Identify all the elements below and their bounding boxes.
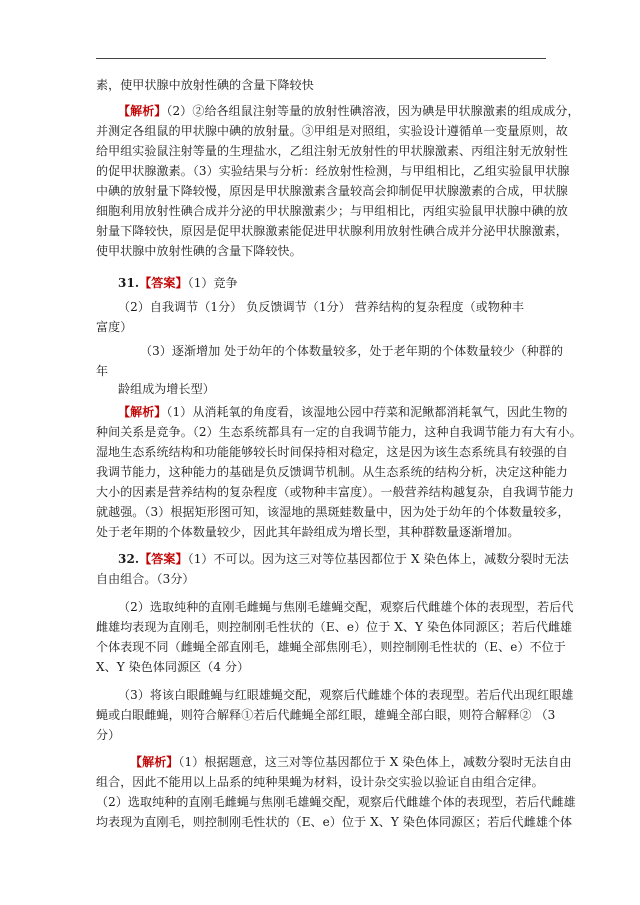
text-line bbox=[96, 707, 555, 723]
section-tag: 【解析】 bbox=[118, 104, 167, 118]
line-text: 年 bbox=[96, 364, 109, 378]
line-text: 中碘的放射量下降较慢，原因是甲状腺激素含量较高会抑制促甲状腺激素的合成，甲状腺 bbox=[96, 184, 568, 198]
line-text: 个体表现不同（雌蝇全部直刚毛，雄蝇全部焦刚毛），则控制刚毛性状的（E、e）不位于 bbox=[96, 640, 566, 654]
text-line bbox=[96, 163, 570, 179]
line-text: 素，使甲状腺中放射性碘的含量下降较快 bbox=[96, 78, 314, 92]
text-line bbox=[118, 381, 215, 397]
line-text: 均表现为直刚毛，则控制刚毛性状的（E、e）位于 X、Y 染色体同源区；若后代雌雄个体 bbox=[96, 815, 573, 829]
line-text: 给甲组实验鼠注射等量的生理盐水，乙组注射无放射性的甲状腺激素、丙组注射无放射性 bbox=[96, 144, 568, 158]
text-line bbox=[96, 814, 572, 830]
question-number: 31. bbox=[118, 276, 140, 290]
line-text: 湿地生态系统结构和功能能够较长时间保持相对稳定，这是因为该生态系统具有较强的自 bbox=[96, 445, 568, 459]
line-text: （2）选取纯种的直刚毛雌蝇与焦刚毛雄蝇交配，观察后代雌雄个体的表现型，若后代 bbox=[118, 600, 574, 614]
text-line bbox=[96, 223, 568, 239]
text-line bbox=[96, 424, 582, 440]
text-line bbox=[96, 123, 568, 139]
line-text: 组合，因此不能用以上品系的纯种果蝇为材料，设计杂交实验以验证自由组合定律。 bbox=[96, 775, 544, 789]
text-line bbox=[140, 343, 563, 359]
section-tag: 【答案】 bbox=[139, 552, 188, 566]
text-line bbox=[96, 319, 132, 335]
line-text: （2）选取纯种的直刚毛雌蝇与焦刚毛雄蝇交配，观察后代雌雄个体的表现型，若后代雌雄 bbox=[96, 795, 576, 809]
line-text: 细胞利用放射性碘合成并分泌的甲状腺激素少；与甲组相比，丙组实验鼠甲状腺中碘的放 bbox=[96, 204, 568, 218]
text-line bbox=[96, 484, 574, 500]
line-text: 种间关系是竞争。（2）生态系统都具有一定的自我调节能力，这种自我调节能力有大有小。 bbox=[96, 425, 582, 439]
line-text: 雌雄均表现为直刚毛，则控制刚毛性状的（E、e）位于 X、Y 染色体同源区；若后代雌雄 bbox=[96, 620, 573, 634]
text-line bbox=[96, 444, 568, 460]
text-line bbox=[118, 687, 573, 703]
line-text: （1）根据题意，这三对等位基因都位于 X 染色体上，减数分裂时无法自由 bbox=[178, 755, 572, 769]
line-text: 并测定各组鼠的甲状腺中碘的放射量。③甲组是对照组，实验设计遵循单一变量原则，故 bbox=[96, 124, 568, 138]
section-tag: 【答案】 bbox=[139, 276, 188, 290]
section-tag: 【解析】 bbox=[118, 405, 167, 419]
text-line bbox=[96, 639, 566, 655]
line-text: 分） bbox=[96, 728, 121, 742]
line-text: （3）将该白眼雌蝇与红眼雄蝇交配，观察后代雌雄个体的表现型。若后代出现红眼雄 bbox=[118, 688, 574, 702]
text-line bbox=[118, 275, 238, 291]
line-text: 就越强。（3）根据矩形图可知，该湿地的黑斑蛙数量中，因为处于幼年的个体数量较多， bbox=[96, 505, 570, 519]
text-line bbox=[96, 774, 544, 790]
line-text: （2）②给各组鼠注射等量的放射性碘溶液，因为碘是甲状腺激素的组成成分， bbox=[166, 104, 580, 118]
section-tag: 【解析】 bbox=[130, 755, 179, 769]
text-line bbox=[118, 103, 580, 119]
line-text: 大小的因素是营养结构的复杂程度（或物种丰富度）。一般营养结构越复杂，自我调节能力 bbox=[96, 485, 575, 499]
line-text: 龄组成为增长型） bbox=[118, 382, 215, 396]
line-text: （1）从消耗氧的角度看，该湿地公园中荇菜和泥鳅都消耗氧气，因此生物的 bbox=[166, 405, 568, 419]
text-line bbox=[130, 754, 572, 770]
text-line bbox=[96, 183, 568, 199]
line-text: 处于老年期的个体数量较少，因此其年龄组成为增长型，其种群数量逐渐增加。 bbox=[96, 525, 520, 539]
text-line bbox=[96, 464, 568, 480]
text-line bbox=[96, 571, 195, 587]
text-line bbox=[118, 551, 569, 567]
line-text: 自由组合。（3分） bbox=[96, 572, 195, 586]
text-line bbox=[96, 619, 572, 635]
question-number: 32. bbox=[118, 552, 140, 566]
line-text: X、Y 染色体同源区（4 分） bbox=[96, 660, 250, 674]
header-rule bbox=[96, 58, 546, 59]
text-line bbox=[96, 727, 120, 743]
text-line bbox=[96, 203, 568, 219]
text-line bbox=[96, 77, 314, 93]
line-text: （1）竞争 bbox=[187, 276, 238, 290]
line-text: 射量下降较快，原因是促甲状腺激素能促进甲状腺利用放射性碘合成并分泌甲状腺激素， bbox=[96, 224, 568, 238]
line-text: （1）不可以。因为这三对等位基因都位于 X 染色体上，减数分裂时无法 bbox=[187, 552, 569, 566]
line-text: 我调节能力，这种能力的基础是负反馈调节机制。从生态系统的结构分析，决定这种能力 bbox=[96, 465, 568, 479]
line-text: 的促甲状腺激素。（3）实验结果与分析：经放射性检测，与甲组相比，乙组实验鼠甲状腺 bbox=[96, 164, 570, 178]
line-text: 蝇或白眼雌蝇，则符合解释①若后代雌蝇全部红眼，雄蝇全部白眼，则符合解释② （3 bbox=[96, 708, 556, 722]
text-line bbox=[96, 243, 302, 259]
line-text: 使甲状腺中放射性碘的含量下降较快。 bbox=[96, 244, 302, 258]
text-line bbox=[96, 524, 520, 540]
text-line bbox=[96, 659, 249, 675]
text-line bbox=[96, 143, 568, 159]
text-line bbox=[118, 299, 524, 315]
text-line bbox=[118, 404, 567, 420]
line-text: 富度） bbox=[96, 320, 133, 334]
line-text: （3）逐渐增加 处于幼年的个体数量较多，处于老年期的个体数量较少（种群的 bbox=[140, 344, 564, 358]
text-line bbox=[96, 504, 570, 520]
text-line bbox=[118, 599, 573, 615]
text-line bbox=[96, 794, 576, 810]
line-text: （2）自我调节（1分） 负反馈调节（1分） 营养结构的复杂程度（或物种丰 bbox=[118, 300, 525, 314]
text-line bbox=[96, 363, 108, 379]
